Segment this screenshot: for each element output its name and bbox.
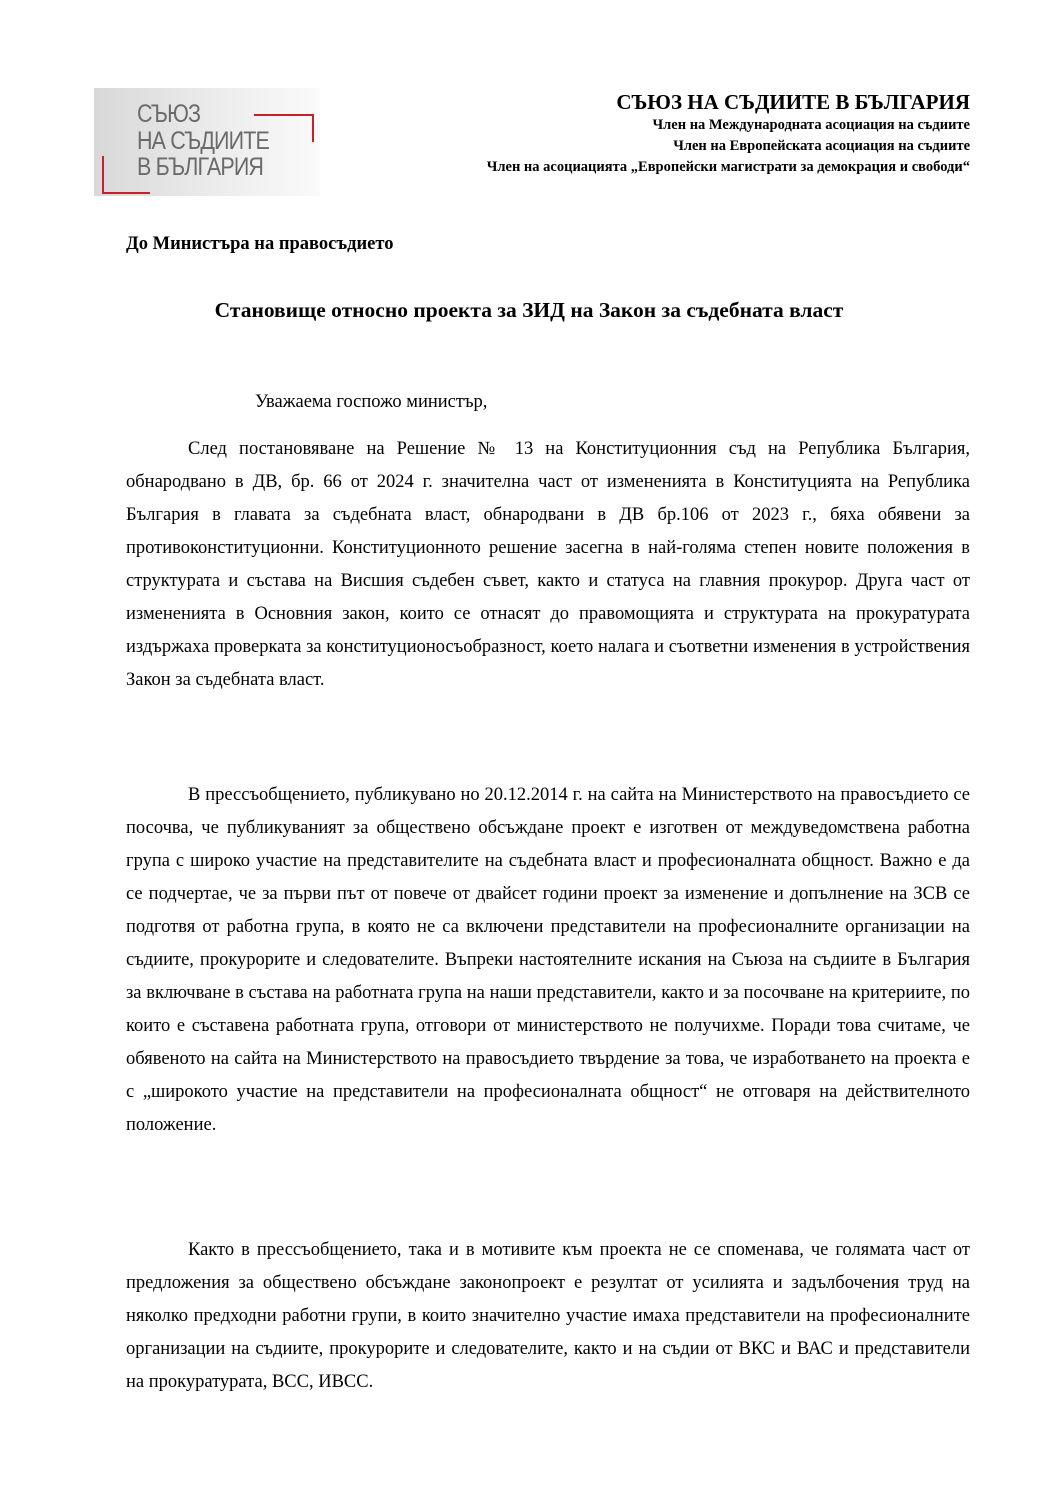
salutation: Уважаема госпожо министър, [255, 392, 488, 412]
body-paragraph-1: След постановяване на Решение № 13 на Конституционния съд на Република България, обнародвано в ДВ, бр. 66 от 2024 г. значителна част от измененията в Конституцията на Република България в главата за съдебната власт, обнародвани в ДВ бр.106 от 2023 г., бяха обявени за противоконституционни. Конституционното решение засегна в най-голяма степен новите положения в структурата и състава на Висшия съдебен съвет, както и статуса на главния прокурор. Друга част от измененията в Основния закон, които се отнасят до правомощията и структурата на прокуратурата издържаха проверката за конституционосъобразност, което налага и съответни изменения в устройствения Закон за съдебната власт. [126, 439, 970, 690]
body-paragraph-3: Както в прессъобщението, така и в мотивите към проекта не се споменава, че голямата част от предложения за обществено обсъждане законопроект е резултат от усилията и задълбочения труд на няколко предходни работни групи, в които значително участие имаха представители на професионалните организации на съдиите, прокурорите и следователите, както и на съдии от ВКС и ВАС и представители на прокуратурата, ВСС, ИВСС. [126, 1240, 970, 1392]
document-title: Становище относно проекта за ЗИД на Закон за съдебната власт [214, 298, 844, 322]
body-paragraph-2: В прессъобщението, публикувано но 20.12.2014 г. на сайта на Министерството на правосъдието се посочва, че публикуваният за обществено обсъждане проект е изготвен от междуведомствена работна група с широко участие на представителите на съдебната власт и професионалната общност. Важно е да се подчертае, че за първи път от повече от двайсет години проект за изменение и допълнение на ЗСВ се подготвя от работна група, в която не са включени представители на професионалните организации на съдиите, прокурорите и следователите. Въпреки настоятелните искания на Съюза на съдиите в България за включване в състава на работната група на наши представители, както и за посочване на критериите, по които е съставена работната група, отговори от министерството не получихме. Поради това считаме, че обявеното на сайта на Министерството на правосъдието твърдение за това, че изработването на проекта е с „широкото участие на представители на професионалната общност“ не отговаря на действителното положение. [126, 785, 970, 1135]
membership-line-2: Член на Европейската асоциация на съдиите [673, 138, 970, 154]
logo-line-2: НА СЪДИИТЕ [137, 127, 269, 155]
organization-name: СЪЮЗ НА СЪДИИТЕ В БЪЛГАРИЯ [616, 90, 970, 114]
addressee: До Министъра на правосъдието [126, 234, 394, 254]
letterhead [487, 89, 970, 178]
organization-logo [94, 88, 320, 196]
logo-line-3: В БЪЛГАРИЯ [137, 153, 264, 181]
logo-line-1: СЪЮЗ [137, 100, 201, 128]
membership-line-1: Член на Международната асоциация на съдиите [652, 117, 970, 133]
membership-line-3: Член на асоциацията „Европейски магистрати за демокрация и свободи“ [486, 159, 970, 175]
